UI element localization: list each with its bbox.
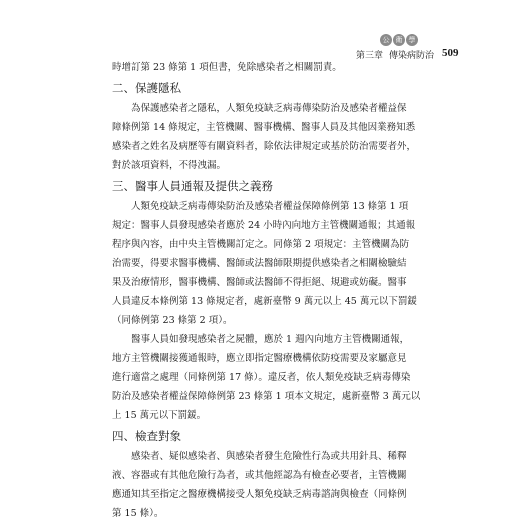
badge-char: 公 [380, 34, 392, 46]
text-line: 人類免疫缺乏病毒傳染防治及感染者權益保障條例第 13 條第 1 項 [131, 201, 409, 212]
text-line: 為保護感染者之隱私，人類免疫缺乏病毒傳染防治及感染者權益保 [131, 103, 407, 114]
text-line: 程序與內容，由中央主管機關訂定之。同條第 2 項規定：主管機關為防 [112, 239, 410, 250]
section-reporting-duty [112, 176, 432, 425]
page-number: 509 [442, 47, 459, 59]
text-line: 規定：醫事人員發現感染者應於 24 小時內向地方主管機關通報；其通報 [112, 220, 416, 231]
text-line: 地方主管機關接獲通報時，應立即指定醫療機構依防疫需要及家屬意見 [112, 353, 407, 364]
page-header [0, 32, 520, 61]
series-badge [380, 34, 418, 46]
text-line: 進行適當之處理（同條例第 17 條）。違反者，依人類免疫缺乏病毒傳染 [112, 372, 411, 383]
text-line: 人員違反本條例第 13 條規定者，處新臺幣 9 萬元以上 45 萬元以下罰鍰 [112, 296, 417, 307]
text-line: （同條例第 23 條第 2 項）。 [112, 315, 233, 326]
paragraph [112, 330, 432, 425]
text-line: 障條例第 14 條規定，主管機關、醫事機構、醫事人員及其他因業務知悉 [112, 122, 416, 133]
page-body [112, 58, 432, 523]
text-line: 感染者之姓名及病歷等有關資料者，除依法律規定或基於防治需要者外， [112, 141, 417, 152]
section-heading: 三、醫事人員通報及提供之義務 [112, 179, 273, 193]
badge-char: 衛 [393, 34, 405, 46]
badge-char: 學 [406, 34, 418, 46]
paragraph [112, 99, 432, 175]
text-line: 應通知其至指定之醫療機構接受人類免疫缺乏病毒諮詢與檢查（同條例 [112, 489, 407, 500]
section-privacy [112, 78, 432, 175]
text-line: 感染者、疑似感染者、與感染者發生危險性行為或共用針具、稀釋 [131, 451, 407, 462]
text-line: 上 15 萬元以下罰鍰。 [112, 410, 207, 421]
chapter-title: 傳染病防治 [389, 51, 435, 61]
paragraph [112, 197, 432, 330]
section-heading: 二、保護隱私 [112, 81, 181, 95]
text-line: 醫事人員如發現感染者之屍體，應於 1 週內向地方主管機關通報， [131, 334, 410, 345]
text-line: 液、容器或有其他危險行為者，或其他經認為有檢查必要者，主管機關 [112, 470, 407, 481]
text-line: 第 15 條）。 [112, 508, 164, 519]
chapter-number: 第三章 [356, 51, 384, 61]
intro-line: 時增訂第 23 條第 1 項但書，免除感染者之相關罰責。 [112, 62, 342, 73]
section-testing-targets [112, 426, 432, 523]
paragraph [112, 447, 432, 523]
text-line: 防治及感染者權益保障條例第 23 條第 1 項本文規定，處新臺幣 3 萬元以 [112, 391, 421, 402]
section-heading: 四、檢查對象 [112, 429, 181, 443]
text-line: 果及治療情形，醫事機構、醫師或法醫師不得拒絕、規避或妨礙。醫事 [112, 277, 407, 288]
text-line: 治需要，得要求醫事機構、醫師或法醫師限期提供感染者之相關檢驗結 [112, 258, 407, 269]
text-line: 對於該項資料，不得洩漏。 [112, 160, 227, 171]
